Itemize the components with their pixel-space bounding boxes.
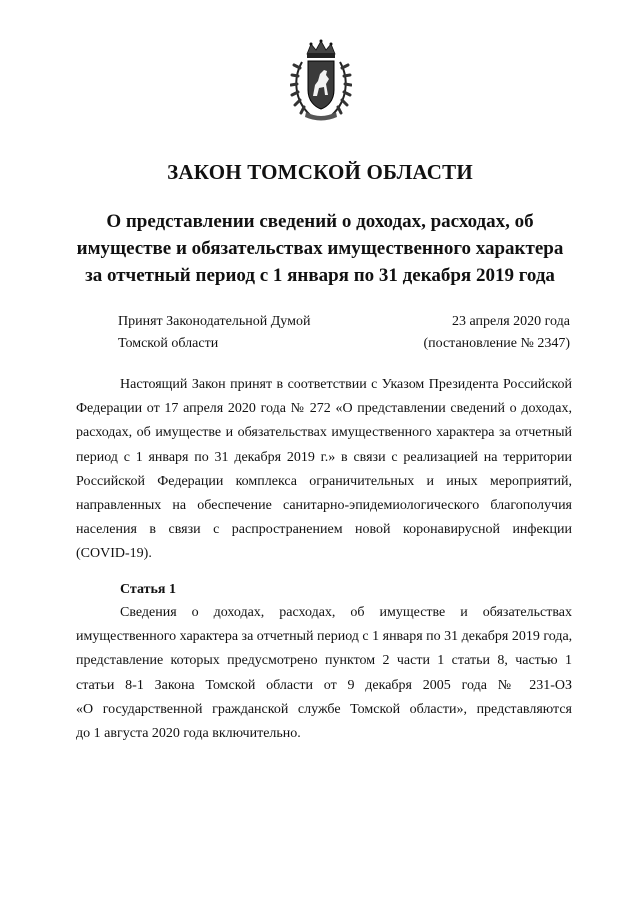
article-1-paragraph xyxy=(76,601,572,746)
adopting-body-region: Томской области xyxy=(118,336,219,351)
article-heading: Статья 1 xyxy=(120,582,176,597)
text-line: до 1 августа 2020 года включительно. xyxy=(76,726,301,742)
text-line: «О государственной гражданской службе Томской области», представляются xyxy=(76,701,572,717)
adoption-block xyxy=(118,311,570,355)
subtitle-line: за отчетный период с 1 января по 31 декабря 2019 года xyxy=(85,265,555,286)
text-line: Настоящий Закон принят в соответствии с Указом Президента Российской xyxy=(120,377,572,392)
adoption-row xyxy=(118,311,570,333)
adopting-body: Принят Законодательной Думой xyxy=(118,314,311,329)
subtitle-line: имуществе и обязательствах имущественного характера xyxy=(76,238,564,259)
text-line: представление которых предусмотрено пунктом 2 части 1 статьи 8, частью 1 xyxy=(76,653,572,669)
text-line: населения в связи с распространением новой коронавирусной инфекции xyxy=(76,522,572,538)
text-line: имущественного характера за отчетный период с 1 января по 31 декабря 2019 года, xyxy=(76,629,573,645)
text-line: Сведения о доходах, расходах, об имуществе и обязательствах xyxy=(120,605,572,620)
adoption-row xyxy=(118,333,570,355)
law-subtitle xyxy=(60,208,580,289)
text-line: Федерации от 17 апреля 2020 года № 272 «О представлении сведений о доходах, xyxy=(76,401,572,417)
adoption-date: 23 апреля 2020 года xyxy=(452,314,570,329)
text-line: расходах, об имуществе и обязательствах имущественного характера за отчетный xyxy=(76,425,572,441)
text-line: период с 1 января по 31 декабря 2019 г.» в связи с реализацией на территории xyxy=(76,449,572,465)
preamble-paragraph xyxy=(76,373,572,567)
text-line: (COVID-19). xyxy=(76,546,152,562)
law-title: ЗАКОН ТОМСКОЙ ОБЛАСТИ xyxy=(167,160,473,184)
text-line: статьи 8-1 Закона Томской области от 9 декабря 2005 года № 231-ОЗ xyxy=(76,677,572,693)
subtitle-line: О представлении сведений о доходах, расходах, об xyxy=(106,211,534,232)
resolution-number: (постановление № 2347) xyxy=(423,336,570,351)
text-line: Российской Федерации комплекса ограничительных и иных мероприятий, xyxy=(76,473,572,489)
text-line: направленных на обеспечение санитарно-эпидемиологического благополучия xyxy=(76,498,572,514)
coat-of-arms-icon xyxy=(290,38,352,124)
